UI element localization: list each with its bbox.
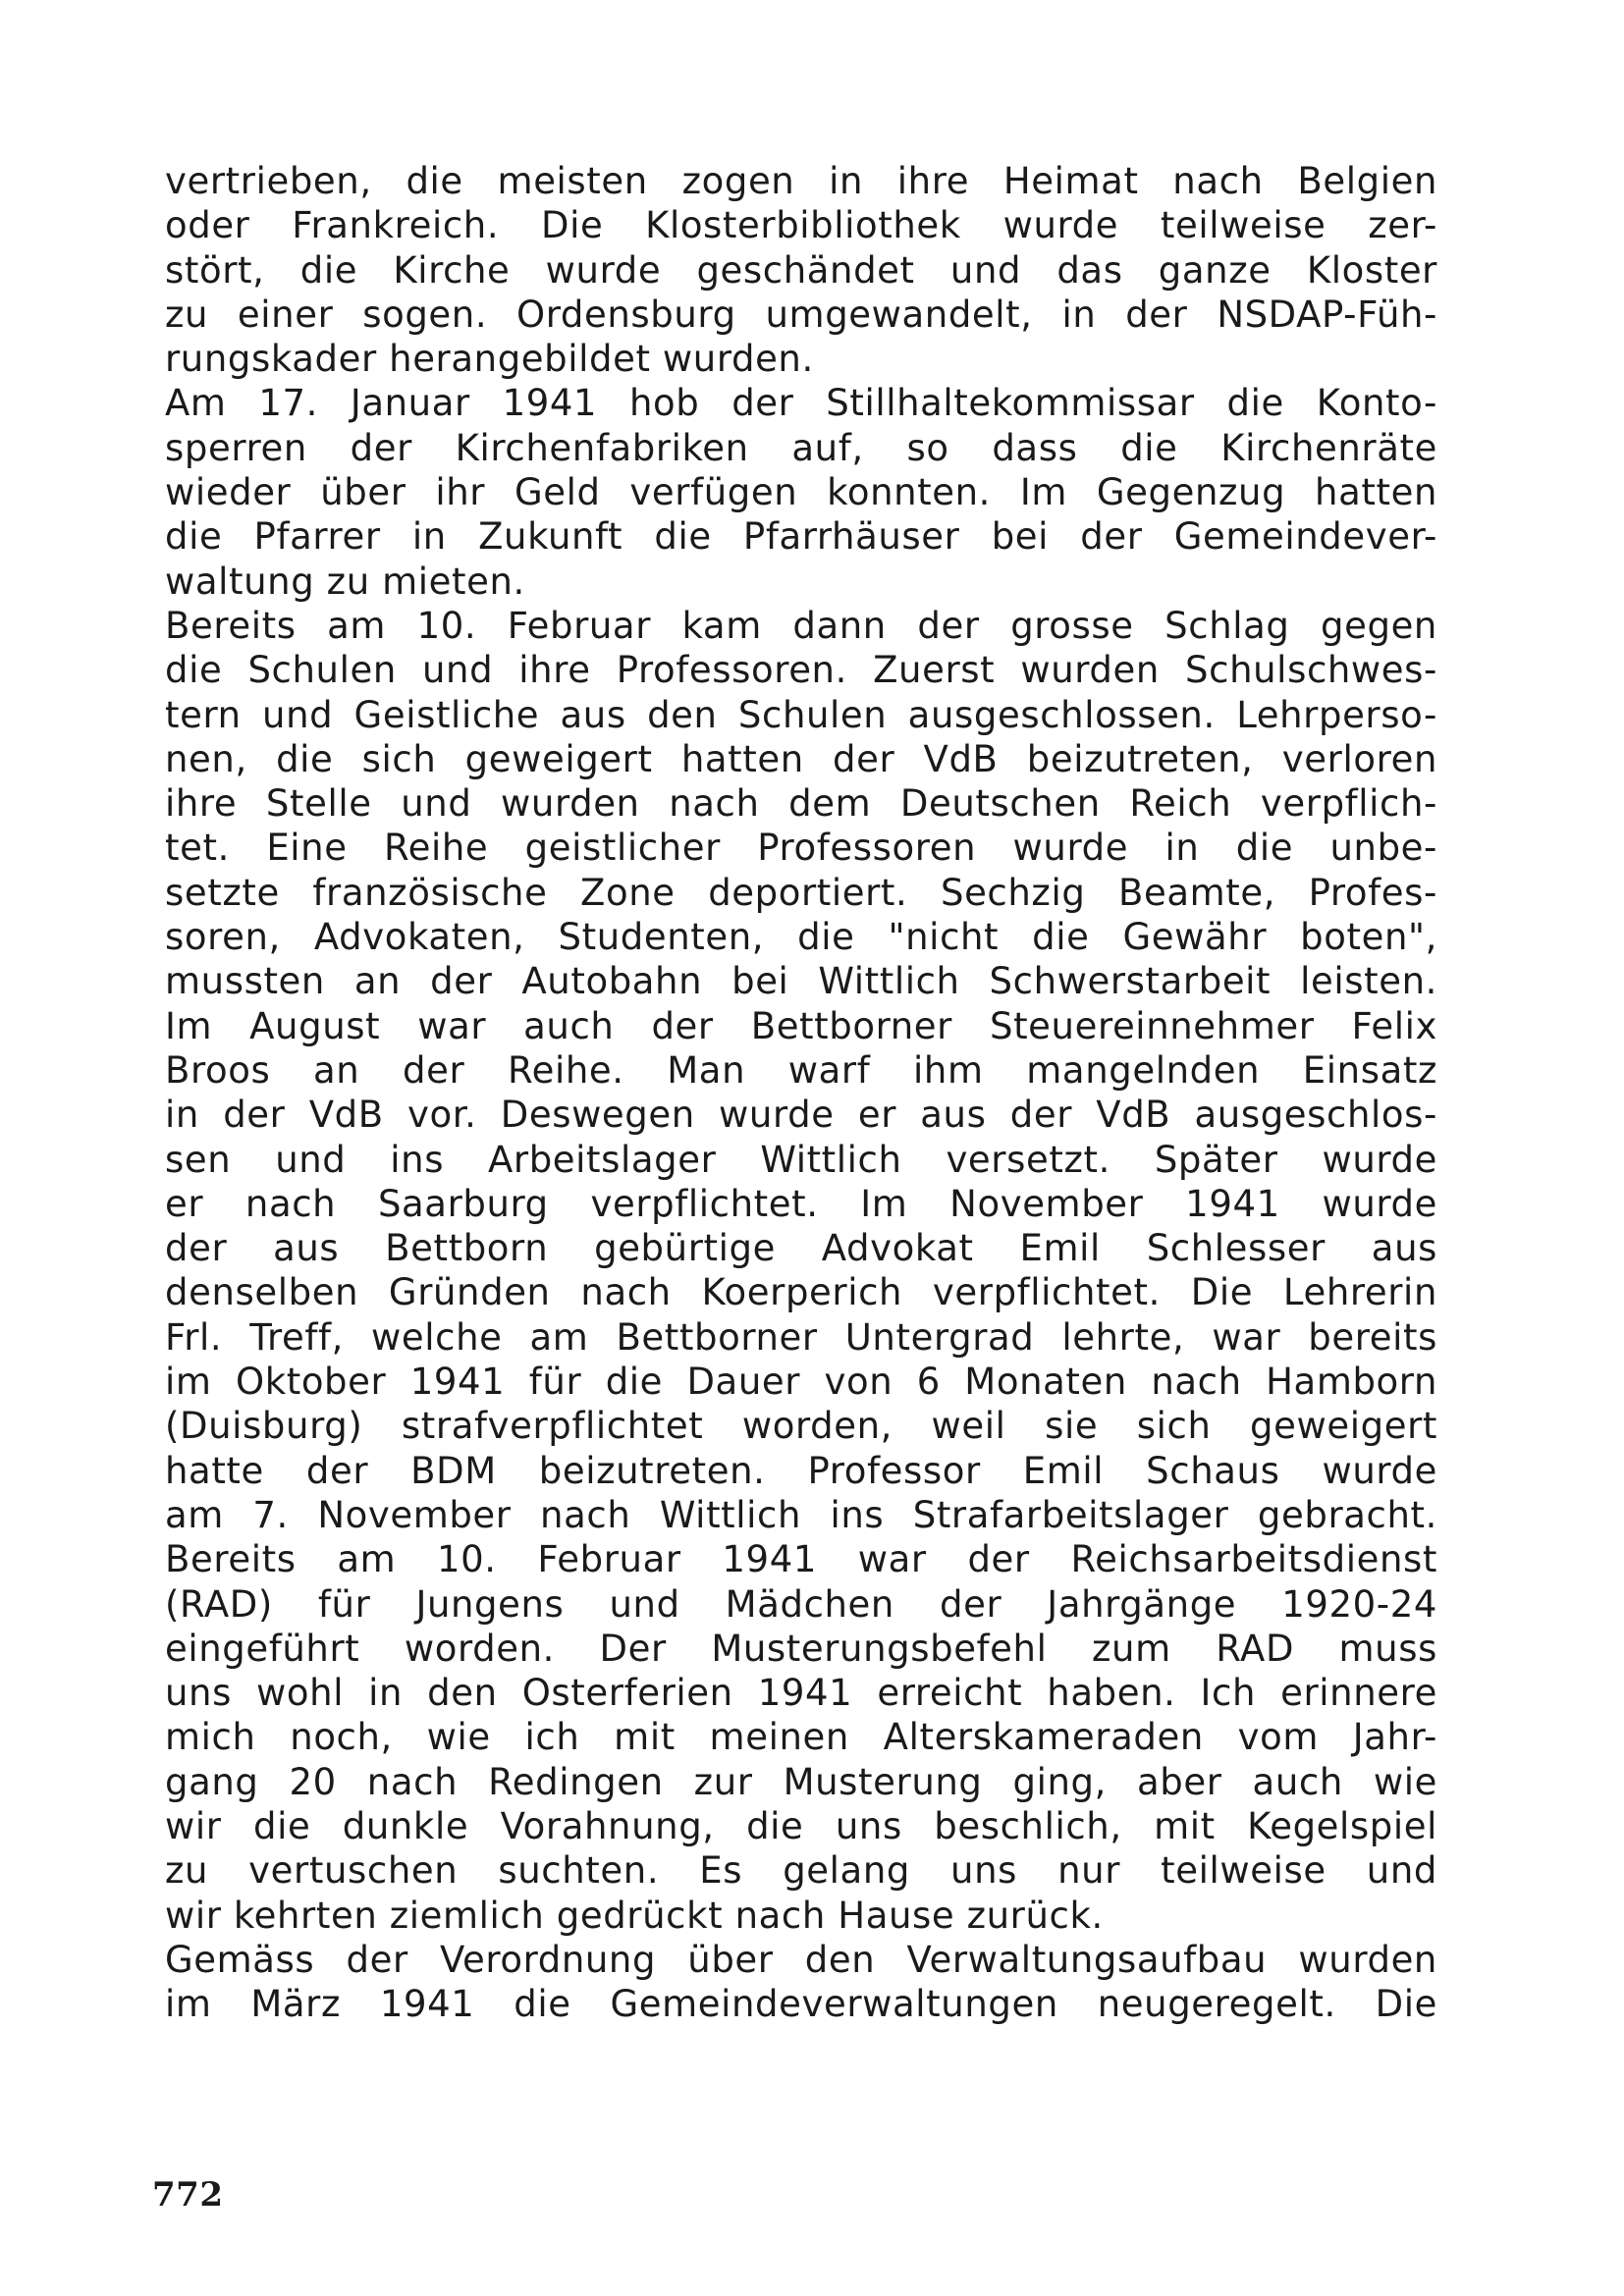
text-line: wir kehrten ziemlich gedrückt nach Hause zurück. bbox=[165, 1894, 1104, 1937]
text-line: im März 1941 die Gemeindeverwaltungen neugeregelt. Die bbox=[165, 1983, 1437, 2026]
text-line: sen und ins Arbeitslager Wittlich versetzt. Später wurde bbox=[165, 1138, 1437, 1181]
text-line: Gemäss der Verordnung über den Verwaltungsaufbau wurden bbox=[165, 1938, 1437, 1981]
text-line: vertrieben, die meisten zogen in ihre Heimat nach Belgien bbox=[165, 160, 1437, 202]
text-line: setzte französische Zone deportiert. Sechzig Beamte, Profes- bbox=[165, 871, 1437, 914]
text-line: zu einer sogen. Ordensburg umgewandelt, in der NSDAP-Füh- bbox=[165, 293, 1437, 336]
text-line: zu vertuschen suchten. Es gelang uns nur teilweise und bbox=[165, 1849, 1437, 1893]
text-line: die Pfarrer in Zukunft die Pfarrhäuser bei der Gemeindever- bbox=[165, 515, 1437, 559]
text-line: Broos an der Reihe. Man warf ihm mangelnden Einsatz bbox=[165, 1048, 1437, 1092]
text-line: gang 20 nach Redingen zur Musterung ging, aber auch wie bbox=[165, 1760, 1437, 1803]
text-line: mich noch, wie ich mit meinen Alterskameraden vom Jahr- bbox=[165, 1716, 1437, 1759]
text-line: wir die dunkle Vorahnung, die uns beschlich, mit Kegelspiel bbox=[165, 1804, 1437, 1847]
text-line: Am 17. Januar 1941 hob der Stillhaltekommissar die Konto- bbox=[165, 382, 1437, 425]
text-line: (Duisburg) strafverpflichtet worden, weil sie sich geweigert bbox=[165, 1405, 1437, 1448]
text-line: Bereits am 10. Februar kam dann der grosse Schlag gegen bbox=[165, 604, 1437, 647]
text-line: oder Frankreich. Die Klosterbibliothek wurde teilweise zer- bbox=[165, 204, 1437, 247]
text-line: er nach Saarburg verpflichtet. Im November 1941 wurde bbox=[165, 1182, 1437, 1225]
text-line: (RAD) für Jungens und Mädchen der Jahrgänge 1920-24 bbox=[165, 1582, 1437, 1626]
text-line: eingeführt worden. Der Musterungsbefehl zum RAD muss bbox=[165, 1627, 1437, 1670]
page-number: 772 bbox=[152, 2175, 224, 2215]
text-line: Im August war auch der Bettborner Steuereinnehmer Felix bbox=[165, 1004, 1437, 1047]
text-line: waltung zu mieten. bbox=[165, 560, 525, 603]
text-line: tet. Eine Reihe geistlicher Professoren wurde in die unbe- bbox=[165, 827, 1437, 870]
text-line: Frl. Treff, welche am Bettborner Untergrad lehrte, war bereits bbox=[165, 1315, 1437, 1359]
text-line: sperren der Kirchenfabriken auf, so dass die Kirchenräte bbox=[165, 426, 1437, 469]
text-line: der aus Bettborn gebürtige Advokat Emil Schlesser aus bbox=[165, 1227, 1437, 1270]
text-line: wieder über ihr Geld verfügen konnten. Im Gegenzug hatten bbox=[165, 471, 1437, 514]
text-line: stört, die Kirche wurde geschändet und das ganze Kloster bbox=[165, 248, 1437, 292]
text-line: nen, die sich geweigert hatten der VdB beizutreten, verloren bbox=[165, 737, 1437, 780]
body-text bbox=[165, 159, 1437, 2026]
text-line: Bereits am 10. Februar 1941 war der Reichsarbeitsdienst bbox=[165, 1538, 1437, 1581]
text-line: in der VdB vor. Deswegen wurde er aus der VdB ausgeschlos- bbox=[165, 1094, 1437, 1137]
text-line: am 7. November nach Wittlich ins Strafarbeitslager gebracht. bbox=[165, 1493, 1437, 1536]
text-line: uns wohl in den Osterferien 1941 erreicht haben. Ich erinnere bbox=[165, 1672, 1437, 1715]
text-line: mussten an der Autobahn bei Wittlich Schwerstarbeit leisten. bbox=[165, 960, 1437, 1003]
text-line: im Oktober 1941 für die Dauer von 6 Monaten nach Hamborn bbox=[165, 1361, 1437, 1404]
text-line: die Schulen und ihre Professoren. Zuerst wurden Schulschwes- bbox=[165, 649, 1437, 692]
text-line: soren, Advokaten, Studenten, die "nicht die Gewähr boten", bbox=[165, 916, 1437, 959]
text-line: denselben Gründen nach Koerperich verpflichtet. Die Lehrerin bbox=[165, 1271, 1437, 1314]
text-line: tern und Geistliche aus den Schulen ausgeschlossen. Lehrperso- bbox=[165, 693, 1437, 736]
text-line: hatte der BDM beizutreten. Professor Emil Schaus wurde bbox=[165, 1449, 1437, 1492]
text-line: rungskader herangebildet wurden. bbox=[165, 338, 814, 381]
text-line: ihre Stelle und wurden nach dem Deutschen Reich verpflich- bbox=[165, 782, 1437, 826]
